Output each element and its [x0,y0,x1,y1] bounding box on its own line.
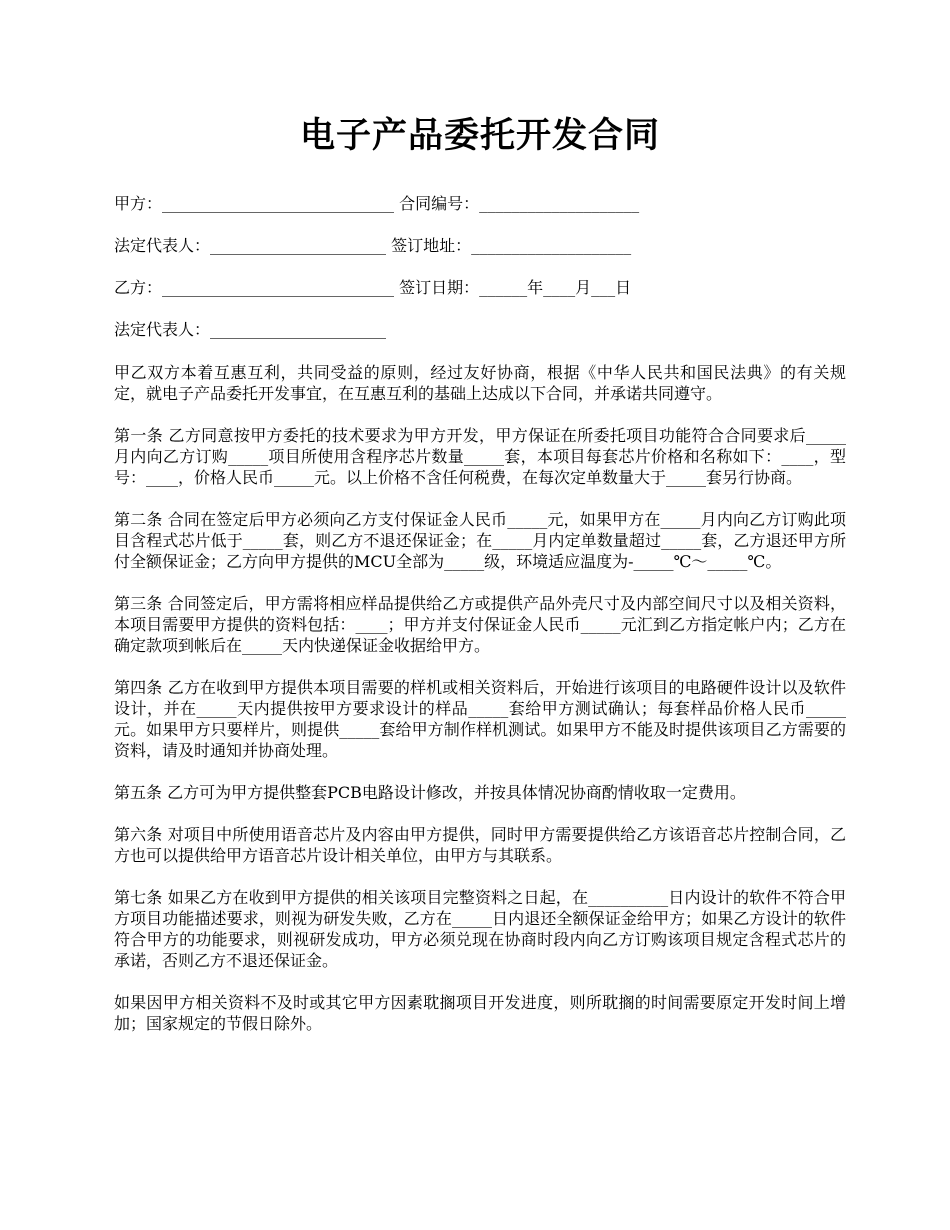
clause-7: 第七条 如果乙方在收到甲方提供的相关该项目完整资料之日起，在__________日内设计的软件不符合甲方项目功能描述要求，则视为研发失败，乙方在_____日内退还全额保证金给甲方；如果乙方设计的软件符合甲方的功能要求，则视研发成功，甲方必须兑现在协商时段内向乙方订购该项目规定含程式芯片的承诺，否则乙方不退还保证金。 [114,888,846,970]
clause-4: 第四条 乙方在收到甲方提供本项目需要的样机或相关资料后，开始进行该项目的电路硬件设计以及软件设计，并在_____天内提供按甲方要求设计的样品_____套给甲方测试确认；每套样品价格人民币_____元。如果甲方只要样片，则提供_____套给甲方制作样机测试。如果甲方不能及时提供该项目乙方需要的资料，请及时通知并协商处理。 [114,678,846,760]
party-b-line: 乙方：_____________________________ 签订日期：______年____月___日 [114,278,632,297]
delay-provision-paragraph: 如果因甲方相关资料不及时或其它甲方因素耽搁项目开发进度，则所耽搁的时间需要原定开发时间上增加；国家规定的节假日除外。 [114,993,846,1033]
party-a-line: 甲方：_____________________________ 合同编号：____________________ [114,194,640,213]
clause-1: 第一条 乙方同意按甲方委托的技术要求为甲方开发，甲方保证在所委托项目功能符合合同要求后_____月内向乙方订购_____项目所使用含程序芯片数量_____套，本项目每套芯片价格和名称如下：____，型号：____，价格人民币_____元。以上价格不含任何税费，在每次定单数量大于_____套另行协商。 [114,426,846,487]
clause-2: 第二条 合同在签定后甲方必须向乙方支付保证金人民币_____元，如果甲方在_____月内向乙方订购此项目含程式芯片低于_____套，则乙方不退还保证金；在_____月内定单数量超过_____套，乙方退还甲方所付全额保证金；乙方向甲方提供的MCU全部为_____级，环境适应温度为-_____℃～_____℃。 [114,510,846,571]
party-b-representative-line: 法定代表人：______________________ [114,320,387,339]
clause-6: 第六条 对项目中所使用语音芯片及内容由甲方提供，同时甲方需要提供给乙方该语音芯片控制合同，乙方也可以提供给甲方语音芯片设计相关单位，由甲方与其联系。 [114,825,846,865]
contract-title: 电子产品委托开发合同 [299,116,660,156]
clause-3: 第三条 合同签定后，甲方需将相应样品提供给乙方或提供产品外壳尺寸及内部空间尺寸以及相关资料，本项目需要甲方提供的资料包括：____；甲方并支付保证金人民币_____元汇到乙方指定帐户内；乙方在确定款项到帐后在_____天内快递保证金收据给甲方。 [114,594,846,655]
party-a-representative-line: 法定代表人：______________________ 签订地址：____________________ [114,236,632,255]
clause-5: 第五条 乙方可为甲方提供整套PCB电路设计修改，并按具体情况协商酌情收取一定费用。 [114,783,746,802]
preamble-paragraph: 甲乙双方本着互惠互利，共同受益的原则，经过友好协商，根据《中华人民共和国民法典》的有关规定，就电子产品委托开发事宜，在互惠互利的基础上达成以下合同，并承诺共同遵守。 [114,363,846,403]
